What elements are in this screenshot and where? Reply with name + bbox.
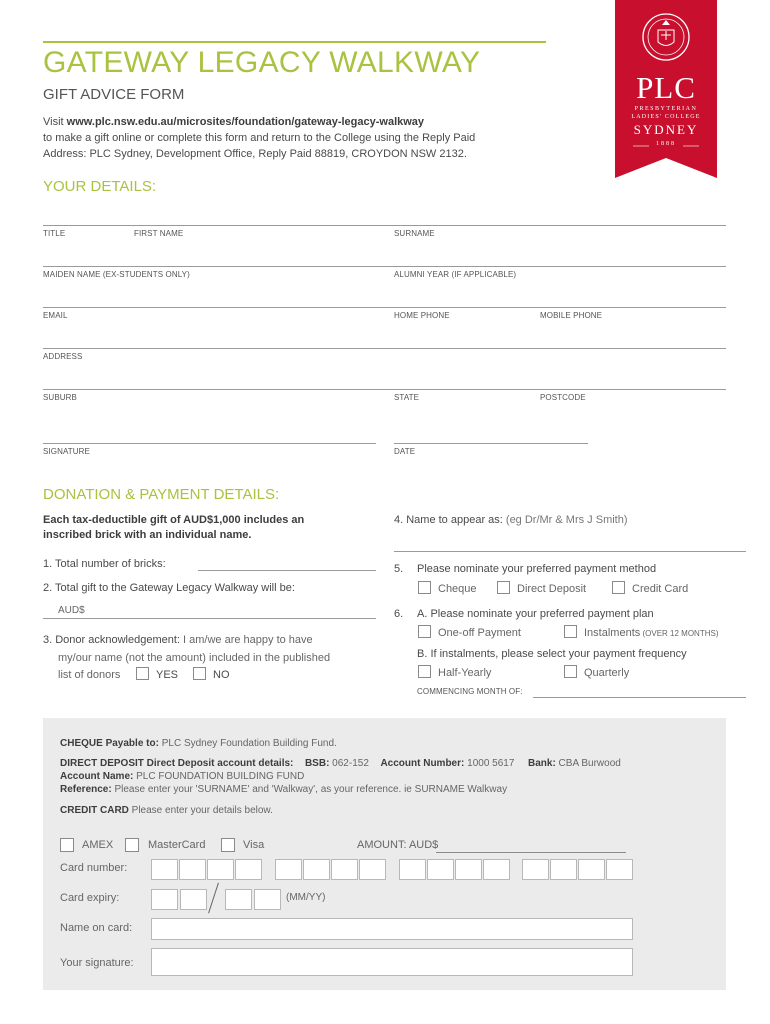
- direct-deposit-option: Direct Deposit: [517, 583, 587, 595]
- q3-text: I am/we are happy to have: [179, 634, 313, 646]
- donation-heading: DONATION & PAYMENT DETAILS:: [43, 486, 280, 503]
- q5-label: Please nominate your preferred payment method: [417, 563, 657, 575]
- label-signature: SIGNATURE: [43, 447, 90, 456]
- page-title: GATEWAY LEGACY WALKWAY: [43, 46, 481, 79]
- mmyy-hint: (MM/YY): [286, 892, 326, 903]
- amex-label: AMEX: [82, 839, 114, 851]
- account-name-label: Account Name:: [60, 771, 134, 782]
- label-home-phone: HOME PHONE: [394, 311, 450, 320]
- cheque-label: CHEQUE: [60, 738, 103, 749]
- label-email: EMAIL: [43, 311, 68, 320]
- signature-line[interactable]: [43, 443, 376, 444]
- details-heading: YOUR DETAILS:: [43, 178, 157, 195]
- one-off-checkbox[interactable]: [418, 625, 431, 638]
- name-on-card-input[interactable]: [151, 918, 633, 940]
- dd-line: [60, 758, 621, 769]
- card-digit[interactable]: [455, 859, 482, 880]
- card-digit[interactable]: [235, 859, 262, 880]
- logo-plc: PLC: [636, 70, 696, 105]
- account-name: PLC FOUNDATION BUILDING FUND: [133, 771, 305, 782]
- card-digit[interactable]: [179, 859, 206, 880]
- instalments-label: Instalments: [584, 627, 641, 639]
- date-line[interactable]: [394, 443, 588, 444]
- maiden-line[interactable]: [43, 266, 726, 267]
- label-title: TITLE: [43, 229, 66, 238]
- account-number-label: Account Number:: [380, 758, 465, 769]
- intro-line3: Address: PLC Sydney, Development Office, Reply Paid 88819, CROYDON NSW 2132.: [43, 148, 467, 160]
- credit-card-option: Credit Card: [632, 583, 689, 595]
- intro-visit: Visit: [43, 116, 67, 128]
- cc-label: CREDIT CARD: [60, 805, 129, 816]
- card-digit[interactable]: [207, 859, 234, 880]
- card-digit[interactable]: [578, 859, 605, 880]
- q2-label: 2. Total gift to the Gateway Legacy Walkway will be:: [43, 582, 295, 594]
- cheque-payable-label: Payable to:: [102, 738, 159, 749]
- intro-line2: to make a gift online or complete this form and return to the College using the Reply Paid: [43, 132, 476, 144]
- card-number-label: Card number:: [60, 862, 128, 874]
- intro-url[interactable]: www.plc.nsw.edu.au/microsites/foundation/gateway-legacy-walkway: [66, 116, 425, 128]
- card-digit[interactable]: [483, 859, 510, 880]
- card-digit[interactable]: [303, 859, 330, 880]
- label-first-name: FIRST NAME: [134, 229, 184, 238]
- label-address: ADDRESS: [43, 352, 83, 361]
- card-digit[interactable]: [606, 859, 633, 880]
- label-state: STATE: [394, 393, 420, 402]
- name-appear-line[interactable]: [394, 551, 746, 552]
- cheque-line: [60, 738, 337, 749]
- card-digit[interactable]: [151, 859, 178, 880]
- brick-note-1: Each tax-deductible gift of AUD$1,000 includes an: [43, 514, 305, 526]
- q6-num: 6.: [394, 608, 404, 620]
- logo-line2: LADIES' COLLEGE: [631, 114, 701, 120]
- intro-line1: [43, 116, 424, 128]
- q4-line: [394, 514, 628, 526]
- card-digit[interactable]: [550, 859, 577, 880]
- yes-label: YES: [156, 669, 179, 681]
- label-surname: SURNAME: [394, 229, 435, 238]
- label-suburb: SUBURB: [43, 393, 77, 402]
- instalments-checkbox[interactable]: [564, 625, 577, 638]
- q3-line3: list of donors: [58, 669, 121, 681]
- bricks-input-line[interactable]: [198, 570, 376, 571]
- signature-input[interactable]: [151, 948, 633, 976]
- q5-num: 5.: [394, 563, 404, 575]
- aud-label: AUD$: [58, 605, 85, 616]
- card-digit[interactable]: [399, 859, 426, 880]
- card-digit[interactable]: [427, 859, 454, 880]
- half-yearly-checkbox[interactable]: [418, 665, 431, 678]
- amount-line[interactable]: [436, 852, 626, 853]
- visa-checkbox[interactable]: [221, 838, 235, 852]
- card-digit[interactable]: [275, 859, 302, 880]
- reference-text: Please enter your 'SURNAME' and 'Walkway', as your reference. ie SURNAME Walkway: [111, 784, 508, 795]
- bank-value: CBA Burwood: [555, 758, 621, 769]
- name-on-card-label: Name on card:: [60, 922, 133, 934]
- page-subtitle: GIFT ADVICE FORM: [43, 86, 185, 103]
- no-label: NO: [213, 669, 230, 681]
- commencing-label: COMMENCING MONTH OF:: [417, 687, 523, 696]
- total-gift-line[interactable]: [43, 618, 376, 619]
- q3-label: 3. Donor acknowledgement:: [43, 634, 180, 646]
- yes-checkbox[interactable]: [136, 667, 149, 680]
- account-name-line: [60, 771, 304, 782]
- suburb-line[interactable]: [43, 389, 726, 390]
- card-digit[interactable]: [331, 859, 358, 880]
- quarterly-checkbox[interactable]: [564, 665, 577, 678]
- address-line[interactable]: [43, 348, 726, 349]
- expiry-year-digit[interactable]: [254, 889, 281, 910]
- one-off-option: One-off Payment: [438, 627, 521, 639]
- commencing-line[interactable]: [533, 697, 746, 698]
- cc-line: [60, 805, 273, 816]
- q3-line1: [43, 634, 313, 646]
- card-expiry-label: Card expiry:: [60, 892, 120, 904]
- amex-checkbox[interactable]: [60, 838, 74, 852]
- cc-text: Please enter your details below.: [128, 805, 273, 816]
- half-yearly-option: Half-Yearly: [438, 667, 492, 679]
- label-maiden: MAIDEN NAME (EX-STUDENTS ONLY): [43, 270, 190, 279]
- label-postcode: POSTCODE: [540, 393, 586, 402]
- label-mobile: MOBILE PHONE: [540, 311, 603, 320]
- reference-line: [60, 784, 507, 795]
- expiry-month-digit[interactable]: [180, 889, 207, 910]
- q4-hint: (eg Dr/Mr & Mrs J Smith): [502, 514, 628, 526]
- card-digit[interactable]: [522, 859, 549, 880]
- title-rule: [43, 41, 546, 43]
- q1-label: 1. Total number of bricks:: [43, 558, 166, 570]
- bank-label: Bank:: [527, 758, 556, 769]
- logo-line1: PRESBYTERIAN: [634, 106, 698, 112]
- expiry-month-digit[interactable]: [151, 889, 178, 910]
- expiry-year-digit[interactable]: [225, 889, 252, 910]
- quarterly-option: Quarterly: [584, 667, 630, 679]
- dd-details-label: Direct Deposit account details:: [143, 758, 294, 769]
- amount-label: AMOUNT: AUD$: [357, 839, 439, 851]
- cheque-option: Cheque: [438, 583, 477, 595]
- card-digit[interactable]: [359, 859, 386, 880]
- instalments-option: [584, 627, 718, 639]
- reference-label: Reference:: [60, 784, 112, 795]
- instalments-note: (OVER 12 MONTHS): [640, 629, 719, 638]
- credit-card-checkbox[interactable]: [612, 581, 625, 594]
- cheque-payable: PLC Sydney Foundation Building Fund.: [158, 738, 337, 749]
- brick-note-2: inscribed brick with an individual name.: [43, 529, 252, 541]
- visa-label: Visa: [243, 839, 265, 851]
- cheque-checkbox[interactable]: [418, 581, 431, 594]
- your-signature-label: Your signature:: [60, 957, 134, 969]
- mastercard-checkbox[interactable]: [125, 838, 139, 852]
- no-checkbox[interactable]: [193, 667, 206, 680]
- q6b-label: B. If instalments, please select your payment frequency: [417, 648, 687, 660]
- mastercard-label: MasterCard: [148, 839, 206, 851]
- direct-deposit-checkbox[interactable]: [497, 581, 510, 594]
- q6a-label: A. Please nominate your preferred payment plan: [417, 608, 654, 620]
- account-number: 1000 5617: [464, 758, 515, 769]
- title-firstname-line[interactable]: [43, 225, 726, 226]
- email-line[interactable]: [43, 307, 726, 308]
- plc-logo: [615, 0, 717, 180]
- q4-label: 4. Name to appear as:: [394, 514, 503, 526]
- logo-year: 1888: [656, 141, 676, 147]
- logo-city: SYDNEY: [633, 122, 699, 137]
- bsb-value: 062-152: [329, 758, 369, 769]
- dd-label: DIRECT DEPOSIT: [60, 758, 144, 769]
- q3-line2: my/our name (not the amount) included in the published: [58, 652, 331, 664]
- label-date: DATE: [394, 447, 416, 456]
- bsb-label: BSB:: [304, 758, 330, 769]
- label-alumni: ALUMNI YEAR (IF APPLICABLE): [394, 270, 517, 279]
